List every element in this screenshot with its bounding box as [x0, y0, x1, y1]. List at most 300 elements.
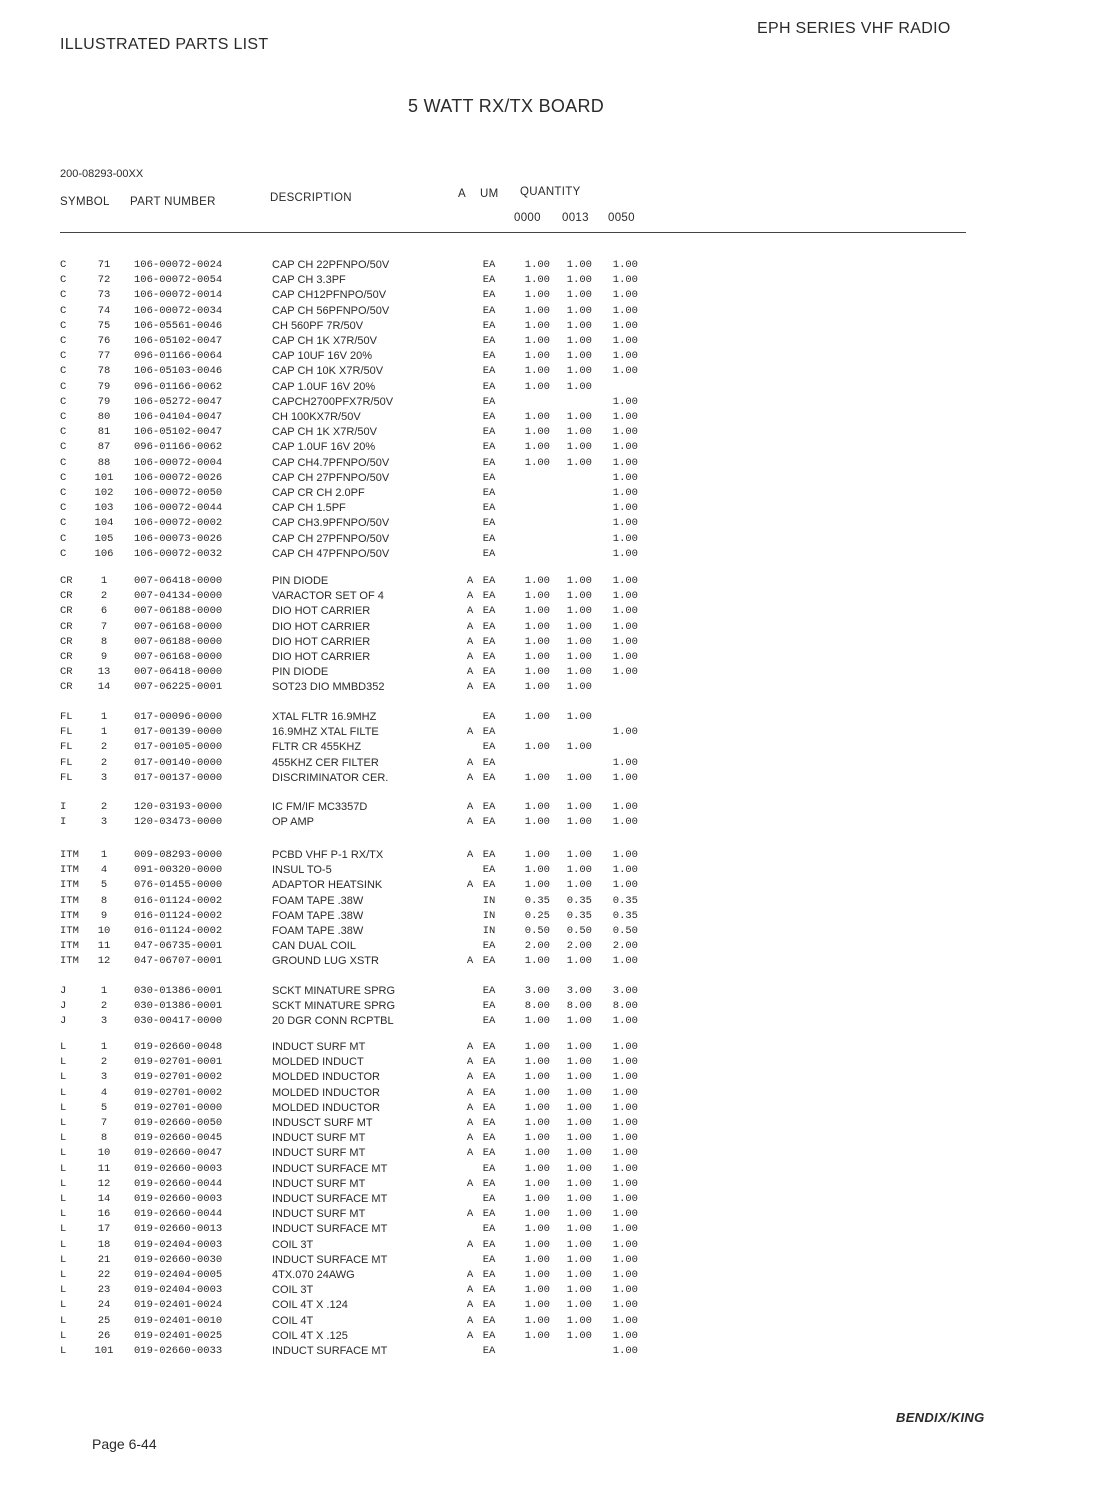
cell-symbol: L [60, 1086, 67, 1099]
cell-description: CAP CH 27PFNPO/50V [272, 471, 390, 484]
cell-part-number: 019-02401-0025 [134, 1329, 223, 1342]
cell-qty-0013: 1.00 [566, 1329, 592, 1342]
cell-description: FLTR CR 455KHZ [272, 741, 362, 754]
cell-qty-0050: 1.00 [612, 801, 638, 813]
cell-qty-0000: 1.00 [524, 849, 550, 861]
cell-qty-0013: 1.00 [566, 1223, 592, 1236]
cell-part-number: 007-06168-0000 [134, 620, 223, 633]
table-row [0, 1222, 1096, 1236]
cell-qty-0000: 1.00 [524, 620, 550, 633]
cell-a-flag: A [466, 1041, 474, 1053]
cell-description: COIL 4T X .124 [272, 1299, 348, 1312]
cell-part-number: 017-00137-0000 [134, 771, 223, 784]
cell-qty-0013: 1.00 [566, 1314, 592, 1327]
cell-part-number: 019-02404-0003 [134, 1238, 223, 1251]
cell-description: CAPCH2700PFX7R/50V [272, 395, 394, 408]
cell-unit: EA [482, 1345, 496, 1357]
cell-symbol: C [60, 350, 67, 363]
cell-qty-0013: 1.00 [566, 681, 592, 694]
cell-a-flag: A [466, 605, 474, 618]
cell-qty-0013: 0.35 [566, 894, 592, 907]
table-row [0, 1192, 1096, 1206]
cell-qty-0013: 1.00 [566, 605, 592, 618]
table-row [0, 1344, 1096, 1358]
cell-ref-number: 11 [97, 940, 111, 953]
cell-ref-number: 106 [94, 547, 114, 560]
cell-unit: EA [482, 1071, 496, 1084]
cell-ref-number: 7 [100, 620, 108, 633]
cell-qty-0050: 1.00 [612, 620, 638, 633]
table-row [0, 364, 1096, 378]
cell-symbol: ITM [60, 925, 79, 937]
cell-symbol: L [60, 1101, 67, 1114]
cell-qty-0000: 1.00 [524, 955, 550, 968]
cell-qty-0013: 1.00 [566, 1284, 592, 1297]
cell-qty-0050: 1.00 [612, 274, 638, 287]
cell-qty-0013: 0.50 [566, 925, 592, 937]
cell-symbol: FL [60, 741, 73, 754]
cell-unit: EA [482, 319, 496, 332]
cell-ref-number: 3 [100, 816, 108, 829]
cell-qty-0050: 1.00 [612, 1086, 638, 1099]
cell-qty-0000: 1.00 [524, 1223, 550, 1236]
cell-ref-number: 8 [100, 894, 108, 907]
cell-description: CAP 1.0UF 16V 20% [272, 380, 376, 393]
cell-qty-0050: 1.00 [612, 590, 638, 603]
cell-symbol: L [60, 1193, 67, 1205]
cell-description: CAP CH12PFNPO/50V [272, 289, 387, 302]
cell-description: ADAPTOR HEATSINK [272, 879, 383, 892]
table-row [0, 1101, 1096, 1115]
cell-symbol: CR [60, 590, 73, 603]
cell-qty-0000: 1.00 [524, 1041, 550, 1053]
cell-qty-0013: 1.00 [566, 666, 592, 679]
cell-description: DIO HOT CARRIER [272, 605, 371, 618]
cell-part-number: 017-00096-0000 [134, 711, 223, 723]
cell-ref-number: 101 [94, 471, 114, 484]
cell-qty-0013: 1.00 [566, 1238, 592, 1251]
cell-a-flag: A [466, 1086, 474, 1099]
cell-qty-0050: 1.00 [612, 426, 638, 439]
cell-symbol: C [60, 502, 67, 515]
cell-symbol: J [60, 985, 67, 997]
cell-symbol: CR [60, 635, 73, 648]
cell-qty-0050: 1.00 [612, 335, 638, 347]
cell-qty-0050: 1.00 [612, 651, 638, 663]
table-row [0, 1207, 1096, 1221]
cell-unit: EA [482, 605, 496, 618]
cell-description: COIL 3T [272, 1284, 314, 1297]
cell-qty-0050: 1.00 [612, 1193, 638, 1205]
cell-ref-number: 71 [97, 259, 111, 271]
cell-ref-number: 88 [97, 456, 111, 469]
cell-ref-number: 9 [100, 651, 108, 663]
cell-qty-0013: 1.00 [566, 259, 592, 271]
cell-qty-0000: 1.00 [524, 864, 550, 877]
cell-unit: EA [482, 1299, 496, 1312]
cell-qty-0000: 1.00 [524, 816, 550, 829]
cell-part-number: 007-06418-0000 [134, 666, 223, 679]
cell-qty-0000: 1.00 [524, 771, 550, 784]
cell-qty-0050: 1.00 [612, 1041, 638, 1053]
cell-qty-0000: 1.00 [524, 1162, 550, 1175]
cell-a-flag: A [466, 1299, 474, 1312]
table-row [0, 635, 1096, 649]
cell-unit: EA [482, 1269, 496, 1281]
table-row [0, 288, 1096, 302]
cell-unit: EA [482, 590, 496, 603]
cell-ref-number: 1 [100, 711, 108, 723]
cell-symbol: L [60, 1117, 67, 1129]
cell-part-number: 019-02660-0013 [134, 1223, 223, 1236]
cell-qty-0000: 1.00 [524, 635, 550, 648]
cell-description: MOLDED INDUCT [272, 1056, 364, 1069]
cell-unit: EA [482, 1177, 496, 1190]
cell-part-number: 007-06168-0000 [134, 651, 223, 663]
cell-unit: EA [482, 1238, 496, 1251]
cell-unit: EA [482, 350, 496, 363]
cell-unit: EA [482, 726, 496, 739]
cell-qty-0050: 1.00 [612, 849, 638, 861]
cell-qty-0013: 1.00 [566, 1041, 592, 1053]
cell-part-number: 019-02404-0005 [134, 1269, 223, 1281]
assembly-number: 200-08293-00XX [60, 168, 144, 180]
cell-a-flag: A [466, 575, 474, 587]
cell-qty-0000: 1.00 [524, 1269, 550, 1281]
cell-symbol: C [60, 456, 67, 469]
cell-qty-0000: 1.00 [524, 1015, 550, 1028]
cell-description: DIO HOT CARRIER [272, 620, 371, 633]
cell-symbol: L [60, 1269, 67, 1281]
cell-a-flag: A [466, 816, 474, 829]
cell-unit: EA [482, 1223, 496, 1236]
cell-part-number: 106-00072-0054 [134, 274, 223, 287]
table-row [0, 1314, 1096, 1328]
table-row [0, 680, 1096, 694]
table-row [0, 1014, 1096, 1028]
cell-qty-0050: 1.00 [612, 471, 638, 484]
cell-a-flag: A [466, 651, 474, 663]
cell-part-number: 017-00105-0000 [134, 741, 223, 754]
table-row [0, 848, 1096, 862]
cell-qty-0013: 1.00 [566, 711, 592, 723]
cell-unit: EA [482, 651, 496, 663]
cell-description: COIL 4T X .125 [272, 1329, 348, 1342]
cell-part-number: 106-00072-0004 [134, 456, 223, 469]
cell-symbol: CR [60, 666, 73, 679]
table-row [0, 258, 1096, 272]
cell-qty-0013: 1.00 [566, 319, 592, 332]
cell-qty-0050: 1.00 [612, 1238, 638, 1251]
cell-ref-number: 78 [97, 365, 111, 378]
cell-a-flag: A [466, 1284, 474, 1297]
cell-unit: EA [482, 756, 496, 769]
cell-ref-number: 77 [97, 350, 111, 363]
cell-a-flag: A [466, 801, 474, 813]
cell-qty-0000: 1.00 [524, 274, 550, 287]
page-number: Page 6-44 [92, 1436, 157, 1452]
cell-symbol: ITM [60, 879, 79, 892]
cell-qty-0013: 1.00 [566, 1056, 592, 1069]
cell-qty-0050: 1.00 [612, 1269, 638, 1281]
cell-ref-number: 2 [100, 801, 108, 813]
cell-qty-0050: 1.00 [612, 575, 638, 587]
cell-part-number: 106-00072-0026 [134, 471, 223, 484]
table-row [0, 665, 1096, 679]
cell-qty-0050: 1.00 [612, 517, 638, 530]
cell-ref-number: 26 [97, 1329, 111, 1342]
cell-unit: EA [482, 1162, 496, 1175]
cell-part-number: 019-02701-0002 [134, 1086, 223, 1099]
cell-qty-0050: 1.00 [612, 1117, 638, 1129]
cell-description: 455KHZ CER FILTER [272, 756, 379, 769]
cell-description: FOAM TAPE .38W [272, 894, 364, 907]
cell-symbol: L [60, 1056, 67, 1069]
cell-part-number: 106-00072-0044 [134, 502, 223, 515]
cell-qty-0013: 1.00 [566, 575, 592, 587]
table-row [0, 771, 1096, 785]
cell-qty-0013: 1.00 [566, 380, 592, 393]
cell-qty-0050: 1.00 [612, 1101, 638, 1114]
brand-name: BENDIX/KING [896, 1410, 985, 1425]
cell-symbol: C [60, 471, 67, 484]
cell-a-flag: A [466, 726, 474, 739]
table-row [0, 1268, 1096, 1282]
cell-ref-number: 80 [97, 411, 111, 423]
cell-unit: EA [482, 1253, 496, 1266]
cell-qty-0050: 1.00 [612, 456, 638, 469]
table-row [0, 740, 1096, 754]
cell-qty-0000: 1.00 [524, 590, 550, 603]
cell-qty-0013: 1.00 [566, 771, 592, 784]
cell-qty-0050: 1.00 [612, 547, 638, 560]
cell-part-number: 120-03473-0000 [134, 816, 223, 829]
cell-qty-0000: 1.00 [524, 1314, 550, 1327]
cell-description: MOLDED INDUCTOR [272, 1071, 380, 1084]
cell-unit: IN [482, 894, 496, 907]
cell-qty-0013: 1.00 [566, 1117, 592, 1129]
cell-qty-0000: 1.00 [524, 1071, 550, 1084]
cell-symbol: L [60, 1284, 67, 1297]
table-row [0, 939, 1096, 953]
cell-unit: EA [482, 940, 496, 953]
cell-symbol: C [60, 259, 67, 271]
cell-ref-number: 12 [97, 1177, 111, 1190]
cell-unit: EA [482, 456, 496, 469]
cell-symbol: C [60, 426, 67, 439]
cell-ref-number: 1 [100, 849, 108, 861]
cell-description: FOAM TAPE .38W [272, 909, 364, 922]
cell-ref-number: 12 [97, 955, 111, 968]
cell-description: CAP CR CH 2.0PF [272, 487, 365, 499]
cell-qty-0013: 1.00 [566, 365, 592, 378]
cell-qty-0050: 1.00 [612, 1162, 638, 1175]
cell-part-number: 096-01166-0062 [134, 380, 223, 393]
cell-symbol: CR [60, 575, 73, 587]
cell-ref-number: 101 [94, 1345, 114, 1357]
cell-ref-number: 8 [100, 635, 108, 648]
cell-description: CAP CH 22PFNPO/50V [272, 259, 390, 271]
cell-ref-number: 75 [97, 319, 111, 332]
table-row [0, 1329, 1096, 1343]
cell-part-number: 009-08293-0000 [134, 849, 223, 861]
cell-a-flag: A [466, 849, 474, 861]
cell-description: PCBD VHF P-1 RX/TX [272, 849, 384, 861]
column-header-qty-0000: 0000 [514, 212, 541, 224]
cell-symbol: C [60, 365, 67, 378]
cell-unit: EA [482, 801, 496, 813]
cell-description: CAP CH4.7PFNPO/50V [272, 456, 390, 469]
cell-ref-number: 9 [100, 909, 108, 922]
cell-symbol: L [60, 1208, 67, 1221]
cell-part-number: 019-02660-0030 [134, 1253, 223, 1266]
cell-symbol: FL [60, 711, 73, 723]
cell-ref-number: 14 [97, 681, 111, 694]
cell-qty-0013: 1.00 [566, 801, 592, 813]
cell-part-number: 106-00072-0014 [134, 289, 223, 302]
cell-qty-0013: 1.00 [566, 1132, 592, 1145]
table-row [0, 815, 1096, 829]
cell-qty-0013: 1.00 [566, 1086, 592, 1099]
table-row [0, 999, 1096, 1013]
cell-symbol: C [60, 289, 67, 302]
cell-ref-number: 73 [97, 289, 111, 302]
cell-a-flag: A [466, 1056, 474, 1069]
cell-symbol: L [60, 1345, 67, 1357]
cell-part-number: 047-06707-0001 [134, 955, 223, 968]
cell-part-number: 017-00139-0000 [134, 726, 223, 739]
cell-qty-0050: 1.00 [612, 1345, 638, 1357]
cell-ref-number: 1 [100, 1041, 108, 1053]
cell-part-number: 106-05561-0046 [134, 319, 223, 332]
cell-qty-0013: 1.00 [566, 335, 592, 347]
table-row [0, 589, 1096, 603]
table-row [0, 1298, 1096, 1312]
cell-ref-number: 11 [97, 1162, 111, 1175]
cell-qty-0050: 1.00 [612, 1329, 638, 1342]
cell-qty-0000: 1.00 [524, 456, 550, 469]
table-row [0, 1086, 1096, 1100]
cell-a-flag: A [466, 955, 474, 968]
cell-qty-0000: 1.00 [524, 441, 550, 454]
cell-qty-0050: 1.00 [612, 259, 638, 271]
cell-unit: EA [482, 259, 496, 271]
cell-a-flag: A [466, 1101, 474, 1114]
cell-symbol: CR [60, 620, 73, 633]
cell-part-number: 106-05272-0047 [134, 395, 223, 408]
cell-part-number: 019-02701-0001 [134, 1056, 223, 1069]
cell-a-flag: A [466, 1329, 474, 1342]
cell-qty-0050: 1.00 [612, 879, 638, 892]
cell-description: INSUL TO-5 [272, 864, 332, 877]
cell-symbol: L [60, 1223, 67, 1236]
cell-description: INDUCT SURFACE MT [272, 1345, 388, 1357]
cell-ref-number: 17 [97, 1223, 111, 1236]
cell-description: INDUCT SURF MT [272, 1132, 366, 1145]
cell-symbol: C [60, 411, 67, 423]
cell-part-number: 007-06418-0000 [134, 575, 223, 587]
cell-part-number: 007-06225-0001 [134, 681, 223, 694]
cell-ref-number: 13 [97, 666, 111, 679]
cell-description: SCKT MINATURE SPRG [272, 985, 396, 997]
cell-ref-number: 18 [97, 1238, 111, 1251]
cell-part-number: 019-02401-0010 [134, 1314, 223, 1327]
cell-qty-0050: 1.00 [612, 864, 638, 877]
table-row [0, 410, 1096, 424]
table-row [0, 456, 1096, 470]
cell-a-flag: A [466, 771, 474, 784]
cell-qty-0050: 1.00 [612, 1071, 638, 1084]
cell-part-number: 019-02660-0047 [134, 1147, 223, 1160]
column-header-part-number: PART NUMBER [130, 196, 216, 208]
table-row [0, 516, 1096, 530]
cell-part-number: 016-01124-0002 [134, 894, 223, 907]
cell-ref-number: 5 [100, 879, 108, 892]
cell-qty-0013: 1.00 [566, 1253, 592, 1266]
cell-qty-0013: 1.00 [566, 816, 592, 829]
cell-part-number: 106-05103-0046 [134, 365, 223, 378]
cell-symbol: CR [60, 651, 73, 663]
cell-symbol: L [60, 1071, 67, 1084]
cell-unit: EA [482, 575, 496, 587]
cell-unit: EA [482, 1284, 496, 1297]
cell-description: SOT23 DIO MMBD352 [272, 681, 385, 694]
cell-part-number: 019-02701-0002 [134, 1071, 223, 1084]
cell-symbol: C [60, 517, 67, 530]
cell-qty-0050: 1.00 [612, 1208, 638, 1221]
cell-unit: EA [482, 274, 496, 287]
cell-symbol: C [60, 441, 67, 454]
cell-qty-0000: 0.50 [524, 925, 550, 937]
cell-qty-0050: 1.00 [612, 771, 638, 784]
cell-description: 16.9MHZ XTAL FILTE [272, 726, 379, 739]
cell-symbol: L [60, 1177, 67, 1190]
cell-qty-0050: 1.00 [612, 1253, 638, 1266]
cell-qty-0013: 1.00 [566, 590, 592, 603]
cell-symbol: FL [60, 756, 73, 769]
cell-qty-0000: 1.00 [524, 1086, 550, 1099]
cell-ref-number: 2 [100, 756, 108, 769]
cell-ref-number: 5 [100, 1101, 108, 1114]
table-row [0, 501, 1096, 515]
cell-symbol: CR [60, 681, 73, 694]
cell-qty-0050: 1.00 [612, 955, 638, 968]
cell-symbol: C [60, 532, 67, 545]
table-row [0, 395, 1096, 409]
cell-a-flag: A [466, 1132, 474, 1145]
cell-description: CAP CH 56PFNPO/50V [272, 304, 390, 317]
cell-a-flag: A [466, 756, 474, 769]
cell-ref-number: 23 [97, 1284, 111, 1297]
cell-description: SCKT MINATURE SPRG [272, 1000, 396, 1013]
cell-qty-0050: 0.35 [612, 894, 638, 907]
cell-unit: EA [482, 711, 496, 723]
cell-symbol: J [60, 1000, 67, 1013]
cell-unit: EA [482, 532, 496, 545]
cell-ref-number: 4 [100, 1086, 108, 1099]
table-row [0, 425, 1096, 439]
table-row [0, 863, 1096, 877]
cell-part-number: 047-06735-0001 [134, 940, 223, 953]
cell-qty-0000: 1.00 [524, 1329, 550, 1342]
cell-qty-0050: 1.00 [612, 756, 638, 769]
cell-a-flag: A [466, 635, 474, 648]
table-row [0, 1283, 1096, 1297]
cell-ref-number: 4 [100, 864, 108, 877]
cell-unit: EA [482, 426, 496, 439]
cell-qty-0050: 1.00 [612, 395, 638, 408]
cell-qty-0050: 1.00 [612, 726, 638, 739]
